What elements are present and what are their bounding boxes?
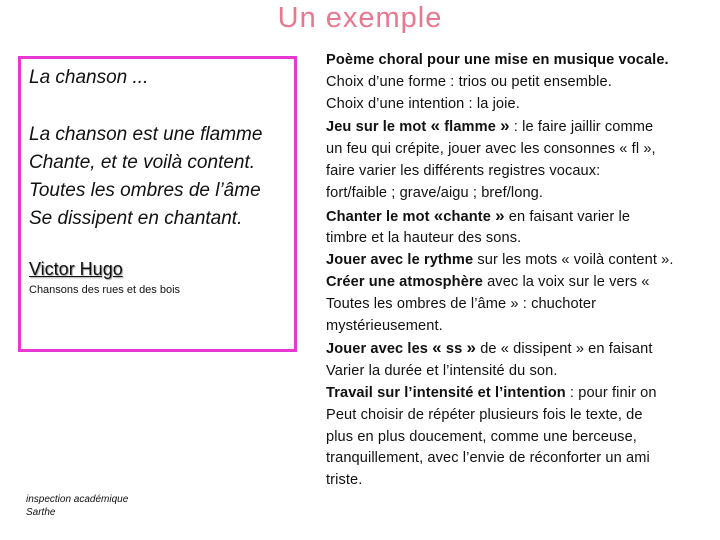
poem-box xyxy=(18,56,297,352)
note-bold: Poème choral pour une mise en musique vocale. xyxy=(326,52,669,68)
note-line: un feu qui crépite, jouer avec les consonnes « fl », xyxy=(326,141,656,158)
note-bold: Travail sur l’intensité et l’intention xyxy=(326,384,566,401)
footer-credit xyxy=(26,493,128,519)
note-bold: Chanter le mot «chante » xyxy=(326,205,505,225)
slide-title: Un exemple xyxy=(277,2,443,34)
note-line: Choix d’une intention : la joie. xyxy=(326,95,520,112)
note-bold: Jeu sur le mot « flamme » xyxy=(326,116,510,136)
poem-source: Chansons des rues et des bois xyxy=(29,284,181,296)
note-line: Jouer avec le rythme sur les mots « voilà content ». xyxy=(326,252,674,269)
note-line: Varier la durée et l’intensité du son. xyxy=(326,363,558,380)
note-line: Choix d’une forme : trios ou petit ensemble. xyxy=(326,73,612,90)
poem-line: Toutes les ombres de l’âme xyxy=(29,180,261,201)
note-line: mystérieusement. xyxy=(326,317,443,334)
note-line: timbre et la hauteur des sons. xyxy=(326,230,522,247)
note-line: Toutes les ombres de l’âme » : chuchoter xyxy=(326,295,597,312)
note-line: Jouer avec les « ss » de « dissipent » en faisant xyxy=(326,338,653,358)
note-bold: Jouer avec le rythme xyxy=(326,252,474,269)
note-line: fort/faible ; grave/aigu ; bref/long. xyxy=(326,184,544,201)
poem-intro: La chanson ... xyxy=(29,67,149,88)
notes-text xyxy=(326,50,716,492)
poem-line: Se dissipent en chantant. xyxy=(29,208,243,229)
note-line: triste. xyxy=(326,472,363,489)
note-line xyxy=(326,50,716,72)
note-line: Travail sur l’intensité et l’intention : pour finir on xyxy=(326,384,657,401)
note-line: Chanter le mot «chante » en faisant varier le xyxy=(326,205,631,225)
note-bold: Jouer avec les « ss » xyxy=(326,338,477,358)
poem-author: Victor Hugo xyxy=(29,259,123,279)
note-line: faire varier les différents registres vocaux: xyxy=(326,162,601,179)
note-line: plus en plus doucement, comme une berceuse, xyxy=(326,428,637,445)
note-line: Créer une atmosphère avec la voix sur le vers « xyxy=(326,273,650,290)
poem-lines xyxy=(29,121,294,233)
note-bold: Créer une atmosphère xyxy=(326,273,483,290)
footer-line: inspection académique xyxy=(26,494,129,505)
note-line: Peut choisir de répéter plusieurs fois le texte, de xyxy=(326,406,643,423)
note-line: Jeu sur le mot « flamme » : le faire jaillir comme xyxy=(326,116,654,136)
poem-line: La chanson est une flamme xyxy=(29,124,263,145)
footer-line: Sarthe xyxy=(26,507,56,518)
poem-line: Chante, et te voilà content. xyxy=(29,152,256,173)
note-line: tranquillement, avec l’envie de réconforter un ami xyxy=(326,450,650,467)
